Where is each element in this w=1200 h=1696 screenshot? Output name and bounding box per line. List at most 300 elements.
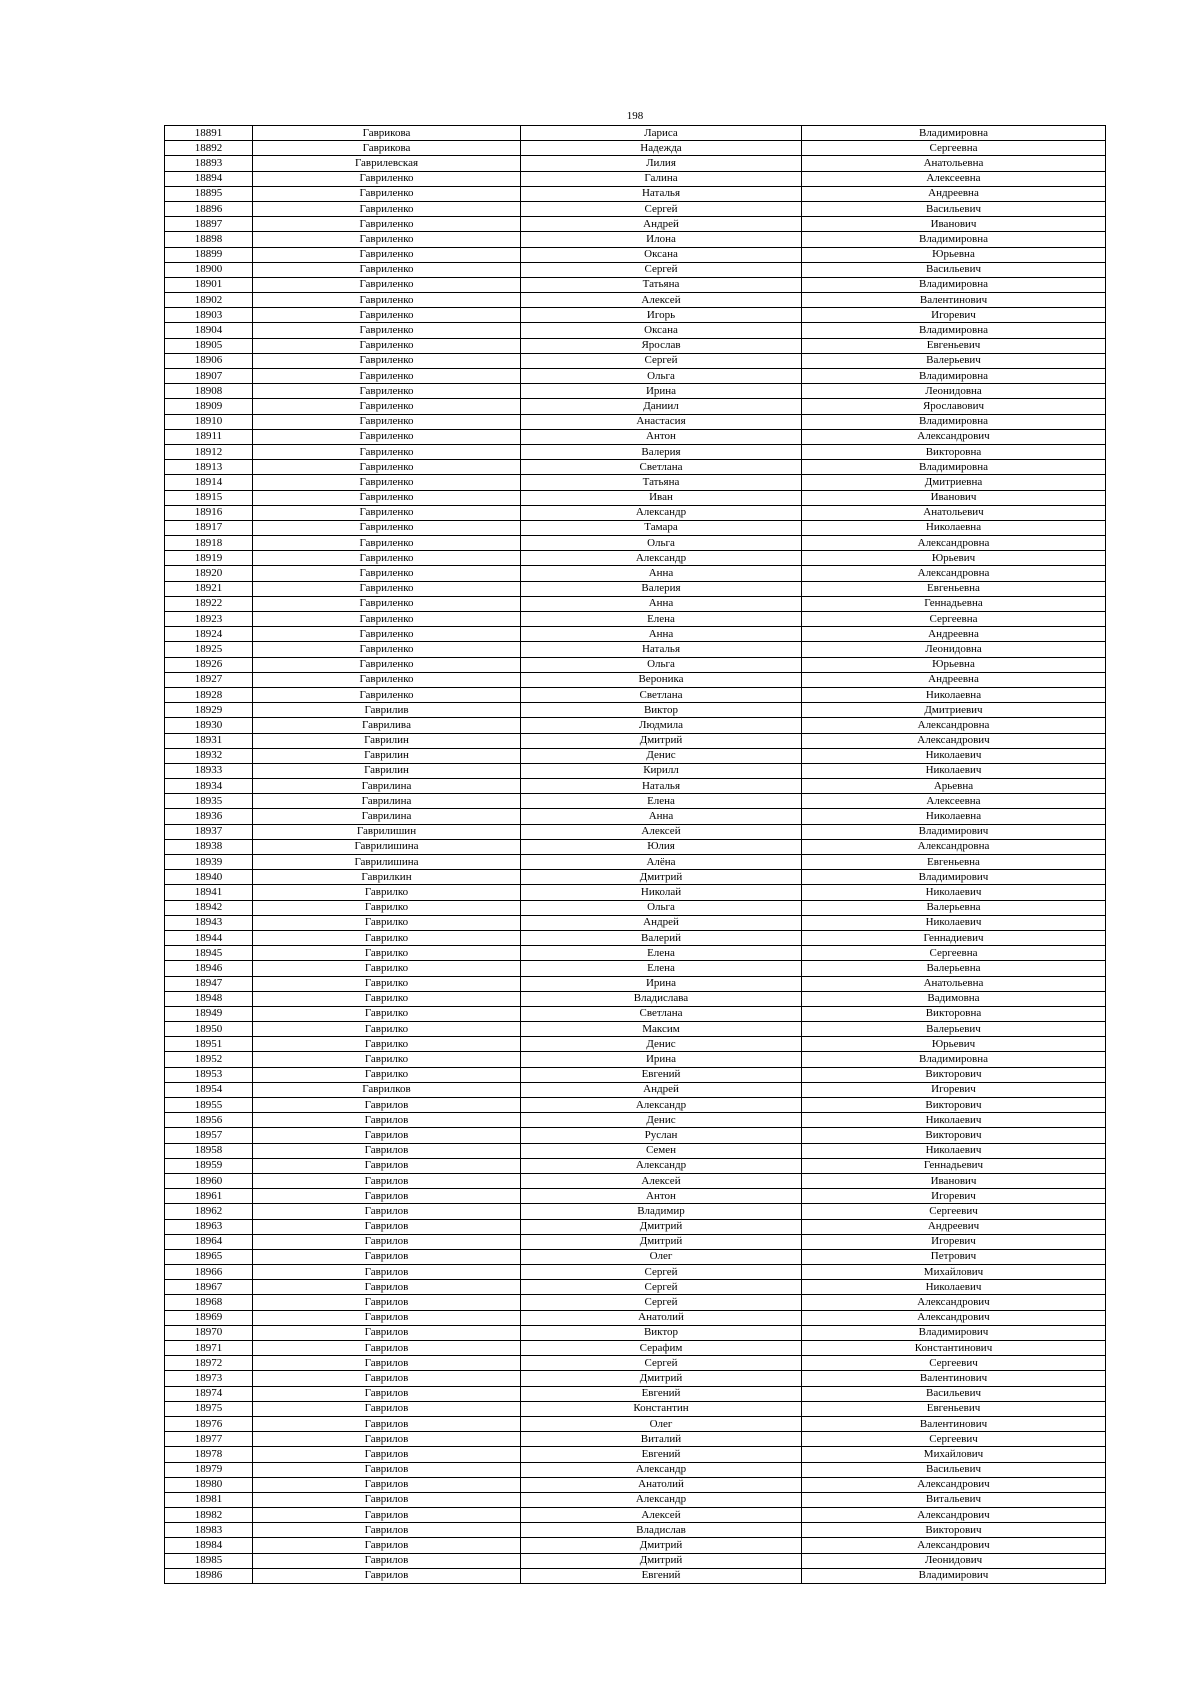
row-number-cell: 18894: [165, 171, 253, 186]
patronymic-cell: Владимирович: [802, 1568, 1106, 1583]
row-number-cell: 18964: [165, 1234, 253, 1249]
patronymic-cell: Александрович: [802, 1508, 1106, 1523]
table-row: [165, 186, 1106, 201]
row-number-cell: 18946: [165, 961, 253, 976]
last-name-cell: Гаврилов: [253, 1173, 521, 1188]
table-row: [165, 733, 1106, 748]
last-name-cell: Гаврилкин: [253, 870, 521, 885]
table-row: [165, 490, 1106, 505]
table-row: [165, 505, 1106, 520]
last-name-cell: Гавриленко: [253, 369, 521, 384]
first-name-cell: Оксана: [521, 247, 802, 262]
patronymic-cell: Михайлович: [802, 1265, 1106, 1280]
row-number-cell: 18915: [165, 490, 253, 505]
patronymic-cell: Геннадьевна: [802, 596, 1106, 611]
patronymic-cell: Николаевич: [802, 885, 1106, 900]
first-name-cell: Галина: [521, 171, 802, 186]
table-row: [165, 444, 1106, 459]
table-row: [165, 1037, 1106, 1052]
first-name-cell: Александр: [521, 1462, 802, 1477]
first-name-cell: Анна: [521, 627, 802, 642]
first-name-cell: Алексей: [521, 824, 802, 839]
table-row: [165, 718, 1106, 733]
row-number-cell: 18972: [165, 1356, 253, 1371]
first-name-cell: Ирина: [521, 1052, 802, 1067]
patronymic-cell: Евгеньевич: [802, 1401, 1106, 1416]
last-name-cell: Гаврилов: [253, 1113, 521, 1128]
table-row: [165, 399, 1106, 414]
patronymic-cell: Николаевич: [802, 763, 1106, 778]
row-number-cell: 18925: [165, 642, 253, 657]
last-name-cell: Гавриленко: [253, 414, 521, 429]
first-name-cell: Иван: [521, 490, 802, 505]
patronymic-cell: Юрьевна: [802, 657, 1106, 672]
patronymic-cell: Валерьевна: [802, 900, 1106, 915]
row-number-cell: 18947: [165, 976, 253, 991]
first-name-cell: Максим: [521, 1022, 802, 1037]
row-number-cell: 18938: [165, 839, 253, 854]
first-name-cell: Антон: [521, 1189, 802, 1204]
row-number-cell: 18918: [165, 536, 253, 551]
last-name-cell: Гаврилов: [253, 1234, 521, 1249]
table-row: [165, 1143, 1106, 1158]
table-row: [165, 141, 1106, 156]
table-row: [165, 915, 1106, 930]
row-number-cell: 18933: [165, 763, 253, 778]
patronymic-cell: Анатольевич: [802, 505, 1106, 520]
table-row: [165, 870, 1106, 885]
patronymic-cell: Игоревич: [802, 1234, 1106, 1249]
patronymic-cell: Викторовна: [802, 444, 1106, 459]
patronymic-cell: Владимировна: [802, 323, 1106, 338]
first-name-cell: Денис: [521, 748, 802, 763]
first-name-cell: Дмитрий: [521, 1234, 802, 1249]
table-row: [165, 991, 1106, 1006]
first-name-cell: Александр: [521, 505, 802, 520]
first-name-cell: Ярослав: [521, 338, 802, 353]
first-name-cell: Илона: [521, 232, 802, 247]
first-name-cell: Юлия: [521, 839, 802, 854]
row-number-cell: 18966: [165, 1265, 253, 1280]
table-row: [165, 855, 1106, 870]
first-name-cell: Валерия: [521, 444, 802, 459]
last-name-cell: Гавриленко: [253, 490, 521, 505]
table-row: [165, 976, 1106, 991]
patronymic-cell: Викторович: [802, 1067, 1106, 1082]
row-number-cell: 18979: [165, 1462, 253, 1477]
table-row: [165, 384, 1106, 399]
last-name-cell: Гавриленко: [253, 338, 521, 353]
patronymic-cell: Игоревич: [802, 1189, 1106, 1204]
last-name-cell: Гаврилко: [253, 900, 521, 915]
row-number-cell: 18961: [165, 1189, 253, 1204]
last-name-cell: Гавриленко: [253, 505, 521, 520]
table-row: [165, 1098, 1106, 1113]
first-name-cell: Дмитрий: [521, 1553, 802, 1568]
last-name-cell: Гаврилов: [253, 1219, 521, 1234]
row-number-cell: 18983: [165, 1523, 253, 1538]
table-row: [165, 1113, 1106, 1128]
first-name-cell: Ольга: [521, 536, 802, 551]
row-number-cell: 18935: [165, 794, 253, 809]
last-name-cell: Гаврилов: [253, 1128, 521, 1143]
patronymic-cell: Геннадьевич: [802, 1158, 1106, 1173]
table-row: [165, 946, 1106, 961]
first-name-cell: Кирилл: [521, 763, 802, 778]
first-name-cell: Оксана: [521, 323, 802, 338]
first-name-cell: Александр: [521, 551, 802, 566]
table-row: [165, 687, 1106, 702]
last-name-cell: Гаврилко: [253, 991, 521, 1006]
row-number-cell: 18986: [165, 1568, 253, 1583]
patronymic-cell: Владимировна: [802, 460, 1106, 475]
last-name-cell: Гавриленко: [253, 672, 521, 687]
first-name-cell: Александр: [521, 1098, 802, 1113]
row-number-cell: 18955: [165, 1098, 253, 1113]
table-row: [165, 171, 1106, 186]
last-name-cell: Гавриленко: [253, 520, 521, 535]
row-number-cell: 18896: [165, 201, 253, 216]
patronymic-cell: Николаевич: [802, 1143, 1106, 1158]
patronymic-cell: Сергеевич: [802, 1204, 1106, 1219]
patronymic-cell: Викторович: [802, 1523, 1106, 1538]
row-number-cell: 18939: [165, 855, 253, 870]
first-name-cell: Сергей: [521, 262, 802, 277]
table-row: [165, 1477, 1106, 1492]
row-number-cell: 18954: [165, 1082, 253, 1097]
last-name-cell: Гаврилов: [253, 1280, 521, 1295]
first-name-cell: Наталья: [521, 779, 802, 794]
patronymic-cell: Леонидович: [802, 1553, 1106, 1568]
row-number-cell: 18959: [165, 1158, 253, 1173]
last-name-cell: Гаврилишина: [253, 839, 521, 854]
first-name-cell: Виктор: [521, 703, 802, 718]
first-name-cell: Андрей: [521, 1082, 802, 1097]
table-row: [165, 839, 1106, 854]
last-name-cell: Гаврилко: [253, 1006, 521, 1021]
last-name-cell: Гаврилина: [253, 809, 521, 824]
last-name-cell: Гаврилов: [253, 1462, 521, 1477]
patronymic-cell: Александрович: [802, 1477, 1106, 1492]
patronymic-cell: Васильевич: [802, 1462, 1106, 1477]
patronymic-cell: Леонидовна: [802, 384, 1106, 399]
first-name-cell: Наталья: [521, 186, 802, 201]
table-row: [165, 323, 1106, 338]
row-number-cell: 18978: [165, 1447, 253, 1462]
last-name-cell: Гаврилов: [253, 1249, 521, 1264]
patronymic-cell: Владимировна: [802, 232, 1106, 247]
patronymic-cell: Александровна: [802, 566, 1106, 581]
last-name-cell: Гаврилов: [253, 1265, 521, 1280]
table-row: [165, 612, 1106, 627]
first-name-cell: Владимир: [521, 1204, 802, 1219]
table-row: [165, 1067, 1106, 1082]
first-name-cell: Дмитрий: [521, 870, 802, 885]
registry-table: [164, 125, 1106, 1584]
row-number-cell: 18953: [165, 1067, 253, 1082]
table-row: [165, 536, 1106, 551]
last-name-cell: Гаврилов: [253, 1492, 521, 1507]
first-name-cell: Ирина: [521, 384, 802, 399]
last-name-cell: Гаврилко: [253, 1022, 521, 1037]
table-row: [165, 460, 1106, 475]
table-row: [165, 1082, 1106, 1097]
table-row: [165, 1341, 1106, 1356]
row-number-cell: 18919: [165, 551, 253, 566]
last-name-cell: Гаврилков: [253, 1082, 521, 1097]
table-row: [165, 1158, 1106, 1173]
row-number-cell: 18932: [165, 748, 253, 763]
last-name-cell: Гаврилов: [253, 1553, 521, 1568]
table-row: [165, 627, 1106, 642]
patronymic-cell: Михайлович: [802, 1447, 1106, 1462]
first-name-cell: Людмила: [521, 718, 802, 733]
first-name-cell: Ольга: [521, 369, 802, 384]
patronymic-cell: Андреевна: [802, 186, 1106, 201]
first-name-cell: Николай: [521, 885, 802, 900]
last-name-cell: Гаврилко: [253, 915, 521, 930]
patronymic-cell: Дмитриевич: [802, 703, 1106, 718]
patronymic-cell: Иванович: [802, 490, 1106, 505]
row-number-cell: 18949: [165, 1006, 253, 1021]
table-row: [165, 414, 1106, 429]
first-name-cell: Лилия: [521, 156, 802, 171]
first-name-cell: Олег: [521, 1249, 802, 1264]
row-number-cell: 18963: [165, 1219, 253, 1234]
row-number-cell: 18944: [165, 930, 253, 945]
first-name-cell: Анна: [521, 566, 802, 581]
last-name-cell: Гавриленко: [253, 384, 521, 399]
patronymic-cell: Евгеньевна: [802, 581, 1106, 596]
row-number-cell: 18960: [165, 1173, 253, 1188]
table-row: [165, 1234, 1106, 1249]
first-name-cell: Сергей: [521, 353, 802, 368]
first-name-cell: Анастасия: [521, 414, 802, 429]
last-name-cell: Гаврилов: [253, 1477, 521, 1492]
row-number-cell: 18929: [165, 703, 253, 718]
last-name-cell: Гаврилко: [253, 946, 521, 961]
first-name-cell: Валерий: [521, 930, 802, 945]
first-name-cell: Вероника: [521, 672, 802, 687]
row-number-cell: 18906: [165, 353, 253, 368]
table-row: [165, 1523, 1106, 1538]
row-number-cell: 18940: [165, 870, 253, 885]
table-row: [165, 1568, 1106, 1583]
first-name-cell: Евгений: [521, 1568, 802, 1583]
row-number-cell: 18916: [165, 505, 253, 520]
row-number-cell: 18967: [165, 1280, 253, 1295]
table-row: [165, 1508, 1106, 1523]
table-row: [165, 126, 1106, 141]
row-number-cell: 18982: [165, 1508, 253, 1523]
table-row: [165, 1447, 1106, 1462]
patronymic-cell: Викторовна: [802, 1006, 1106, 1021]
first-name-cell: Сергей: [521, 1280, 802, 1295]
last-name-cell: Гавриленко: [253, 353, 521, 368]
patronymic-cell: Анатольевна: [802, 976, 1106, 991]
first-name-cell: Елена: [521, 961, 802, 976]
table-row: [165, 1538, 1106, 1553]
first-name-cell: Ольга: [521, 657, 802, 672]
patronymic-cell: Васильевич: [802, 1386, 1106, 1401]
table-row: [165, 217, 1106, 232]
first-name-cell: Светлана: [521, 687, 802, 702]
patronymic-cell: Евгеньевич: [802, 338, 1106, 353]
table-row: [165, 1265, 1106, 1280]
first-name-cell: Сергей: [521, 201, 802, 216]
first-name-cell: Олег: [521, 1416, 802, 1431]
row-number-cell: 18977: [165, 1432, 253, 1447]
first-name-cell: Надежда: [521, 141, 802, 156]
table-row: [165, 1173, 1106, 1188]
first-name-cell: Денис: [521, 1113, 802, 1128]
last-name-cell: Гаврилов: [253, 1310, 521, 1325]
first-name-cell: Анатолий: [521, 1477, 802, 1492]
table-row: [165, 1204, 1106, 1219]
first-name-cell: Анна: [521, 809, 802, 824]
patronymic-cell: Викторович: [802, 1098, 1106, 1113]
last-name-cell: Гавриленко: [253, 581, 521, 596]
first-name-cell: Антон: [521, 429, 802, 444]
row-number-cell: 18971: [165, 1341, 253, 1356]
row-number-cell: 18950: [165, 1022, 253, 1037]
table-row: [165, 1371, 1106, 1386]
table-row: [165, 779, 1106, 794]
first-name-cell: Виталий: [521, 1432, 802, 1447]
row-number-cell: 18911: [165, 429, 253, 444]
table-row: [165, 1022, 1106, 1037]
row-number-cell: 18956: [165, 1113, 253, 1128]
row-number-cell: 18898: [165, 232, 253, 247]
table-row: [165, 824, 1106, 839]
first-name-cell: Алексей: [521, 293, 802, 308]
first-name-cell: Анна: [521, 596, 802, 611]
table-row: [165, 369, 1106, 384]
first-name-cell: Семен: [521, 1143, 802, 1158]
row-number-cell: 18922: [165, 596, 253, 611]
row-number-cell: 18917: [165, 520, 253, 535]
patronymic-cell: Николаевна: [802, 520, 1106, 535]
table-row: [165, 1416, 1106, 1431]
last-name-cell: Гавриленко: [253, 596, 521, 611]
row-number-cell: 18974: [165, 1386, 253, 1401]
table-row: [165, 1219, 1106, 1234]
patronymic-cell: Юрьевич: [802, 551, 1106, 566]
row-number-cell: 18934: [165, 779, 253, 794]
patronymic-cell: Валерьевна: [802, 961, 1106, 976]
first-name-cell: Алёна: [521, 855, 802, 870]
row-number-cell: 18923: [165, 612, 253, 627]
table-row: [165, 1006, 1106, 1021]
last-name-cell: Гавриленко: [253, 247, 521, 262]
last-name-cell: Гаврилин: [253, 748, 521, 763]
row-number-cell: 18965: [165, 1249, 253, 1264]
patronymic-cell: Владимировна: [802, 277, 1106, 292]
last-name-cell: Гаврилов: [253, 1401, 521, 1416]
row-number-cell: 18945: [165, 946, 253, 961]
table-row: [165, 232, 1106, 247]
patronymic-cell: Васильевич: [802, 201, 1106, 216]
row-number-cell: 18891: [165, 126, 253, 141]
table-row: [165, 1310, 1106, 1325]
last-name-cell: Гаврилин: [253, 733, 521, 748]
last-name-cell: Гавриленко: [253, 277, 521, 292]
patronymic-cell: Викторович: [802, 1128, 1106, 1143]
row-number-cell: 18892: [165, 141, 253, 156]
patronymic-cell: Сергеевна: [802, 612, 1106, 627]
table-row: [165, 657, 1106, 672]
table-row: [165, 794, 1106, 809]
table-row: [165, 262, 1106, 277]
row-number-cell: 18926: [165, 657, 253, 672]
table-row: [165, 1128, 1106, 1143]
row-number-cell: 18948: [165, 991, 253, 1006]
last-name-cell: Гаврилишина: [253, 855, 521, 870]
table-row: [165, 277, 1106, 292]
patronymic-cell: Валентинович: [802, 1371, 1106, 1386]
patronymic-cell: Николаевич: [802, 915, 1106, 930]
row-number-cell: 18904: [165, 323, 253, 338]
last-name-cell: Гаврилевская: [253, 156, 521, 171]
table-row: [165, 961, 1106, 976]
first-name-cell: Владислав: [521, 1523, 802, 1538]
last-name-cell: Гавриленко: [253, 612, 521, 627]
row-number-cell: 18985: [165, 1553, 253, 1568]
first-name-cell: Елена: [521, 612, 802, 627]
row-number-cell: 18899: [165, 247, 253, 262]
first-name-cell: Анатолий: [521, 1310, 802, 1325]
table-row: [165, 1401, 1106, 1416]
first-name-cell: Татьяна: [521, 475, 802, 490]
first-name-cell: Андрей: [521, 217, 802, 232]
first-name-cell: Сергей: [521, 1295, 802, 1310]
patronymic-cell: Петрович: [802, 1249, 1106, 1264]
last-name-cell: Гаврикова: [253, 126, 521, 141]
first-name-cell: Ольга: [521, 900, 802, 915]
last-name-cell: Гаврилов: [253, 1508, 521, 1523]
first-name-cell: Татьяна: [521, 277, 802, 292]
patronymic-cell: Юрьевич: [802, 1037, 1106, 1052]
row-number-cell: 18902: [165, 293, 253, 308]
patronymic-cell: Владимирович: [802, 824, 1106, 839]
table-row: [165, 475, 1106, 490]
patronymic-cell: Юрьевна: [802, 247, 1106, 262]
table-row: [165, 900, 1106, 915]
last-name-cell: Гаврилко: [253, 930, 521, 945]
last-name-cell: Гаврилко: [253, 885, 521, 900]
patronymic-cell: Валерьевич: [802, 1022, 1106, 1037]
table-row: [165, 1189, 1106, 1204]
last-name-cell: Гавриленко: [253, 687, 521, 702]
first-name-cell: Руслан: [521, 1128, 802, 1143]
table-row: [165, 1432, 1106, 1447]
last-name-cell: Гаврилко: [253, 1052, 521, 1067]
patronymic-cell: Валентинович: [802, 293, 1106, 308]
patronymic-cell: Александрович: [802, 733, 1106, 748]
row-number-cell: 18928: [165, 687, 253, 702]
table-row: [165, 293, 1106, 308]
first-name-cell: Евгений: [521, 1386, 802, 1401]
row-number-cell: 18897: [165, 217, 253, 232]
patronymic-cell: Владимировна: [802, 1052, 1106, 1067]
row-number-cell: 18962: [165, 1204, 253, 1219]
last-name-cell: Гавриленко: [253, 217, 521, 232]
patronymic-cell: Анатольевна: [802, 156, 1106, 171]
first-name-cell: Игорь: [521, 308, 802, 323]
first-name-cell: Елена: [521, 794, 802, 809]
last-name-cell: Гавриленко: [253, 460, 521, 475]
table-row: [165, 201, 1106, 216]
